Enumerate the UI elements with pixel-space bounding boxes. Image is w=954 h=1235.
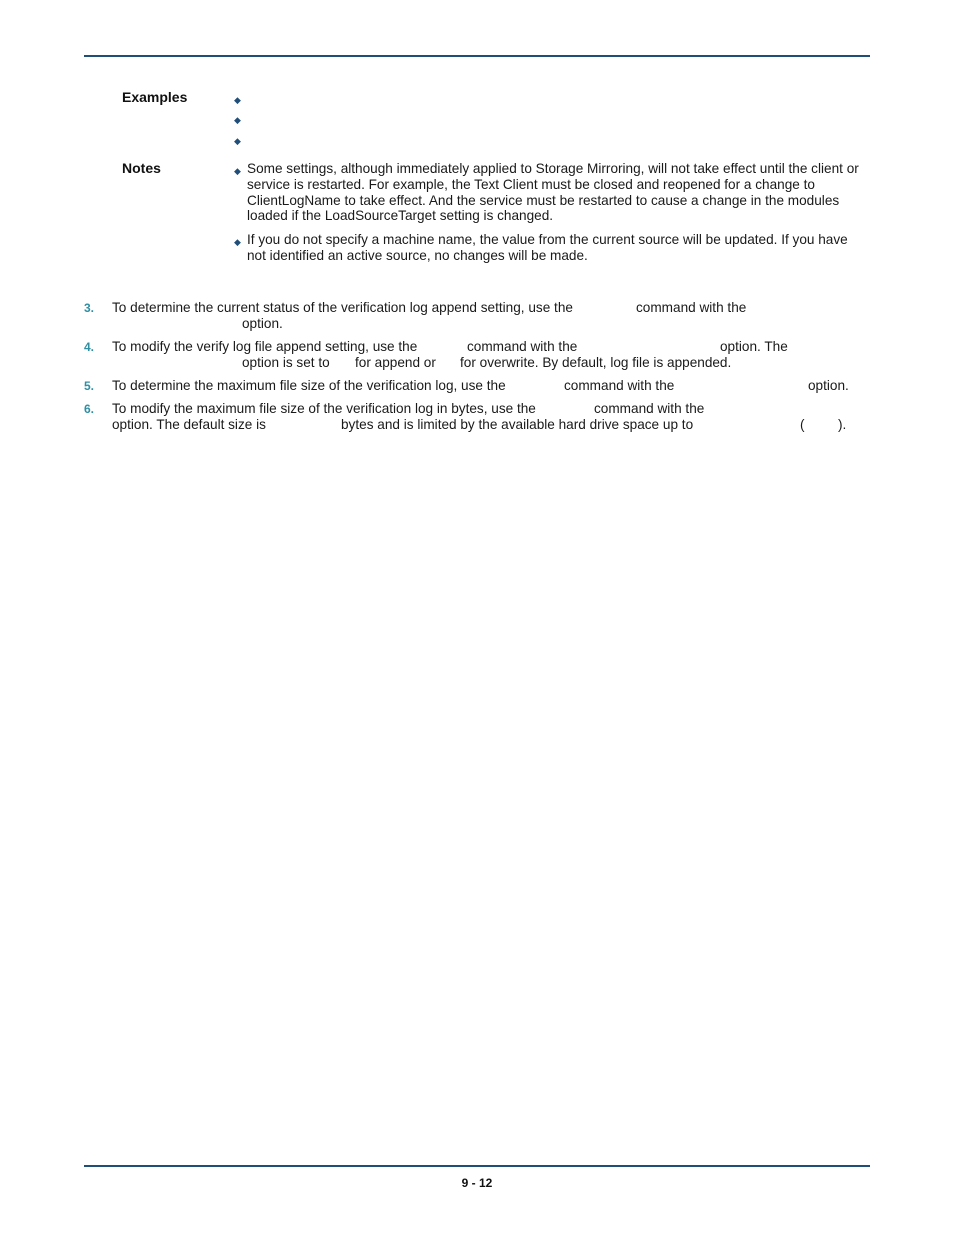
step-text: option. The [720, 339, 788, 354]
note-item [234, 232, 864, 264]
step-text: To modify the verify log file append setting, use the [112, 339, 418, 354]
step-number: 3. [84, 301, 95, 315]
step-text: option. The default size is [112, 417, 266, 432]
bullet-diamond-icon: ◆ [234, 166, 241, 176]
bullet-diamond-icon: ◆ [234, 237, 241, 248]
step-text: for append or [355, 355, 436, 370]
step-text: ( [800, 417, 805, 432]
page-number: 9 - 12 [461, 1176, 493, 1190]
step-text: ). [838, 417, 847, 432]
footer-rule [84, 1165, 870, 1167]
step-text: To determine the current status of the verification log append setting, use the [112, 300, 573, 315]
bullet-diamond-icon: ◆ [234, 136, 241, 146]
step-text: command with the [594, 401, 705, 416]
step-number: 4. [84, 340, 95, 354]
note-text: If you do not specify a machine name, the value from the current source will be updated. If you have not identified an active source, no changes will be made. [247, 232, 848, 263]
bullet-diamond-icon: ◆ [234, 115, 241, 125]
note-text: Some settings, although immediately applied to Storage Mirroring, will not take effect until the client or service is restarted. For example, the Text Client must be closed and reopened for a change to ClientLogName to take effect. And the service must be restarted to cause a change in the modules loaded if the LoadSourceTarget setting is changed. [247, 161, 859, 224]
notes-list [234, 161, 864, 264]
examples-label: Examples [122, 89, 188, 105]
step-text: bytes and is limited by the available hard drive space up to [341, 417, 694, 432]
step-text: option. [242, 316, 283, 331]
step-text: option is set to [242, 355, 330, 370]
step-text: command with the [467, 339, 578, 354]
step-number: 6. [84, 402, 95, 416]
step-text: To modify the maximum file size of the verification log in bytes, use the [112, 401, 536, 416]
step-text: option. [808, 378, 849, 393]
step-text: command with the [564, 378, 675, 393]
step-text: To determine the maximum file size of the verification log, use the [112, 378, 506, 393]
step-text: command with the [636, 300, 747, 315]
header-rule [84, 55, 870, 57]
note-item [234, 161, 864, 224]
step-text: for overwrite. By default, log file is appended. [460, 355, 732, 370]
bullet-diamond-icon: ◆ [234, 95, 241, 105]
notes-label: Notes [122, 160, 161, 176]
step-number: 5. [84, 379, 95, 393]
